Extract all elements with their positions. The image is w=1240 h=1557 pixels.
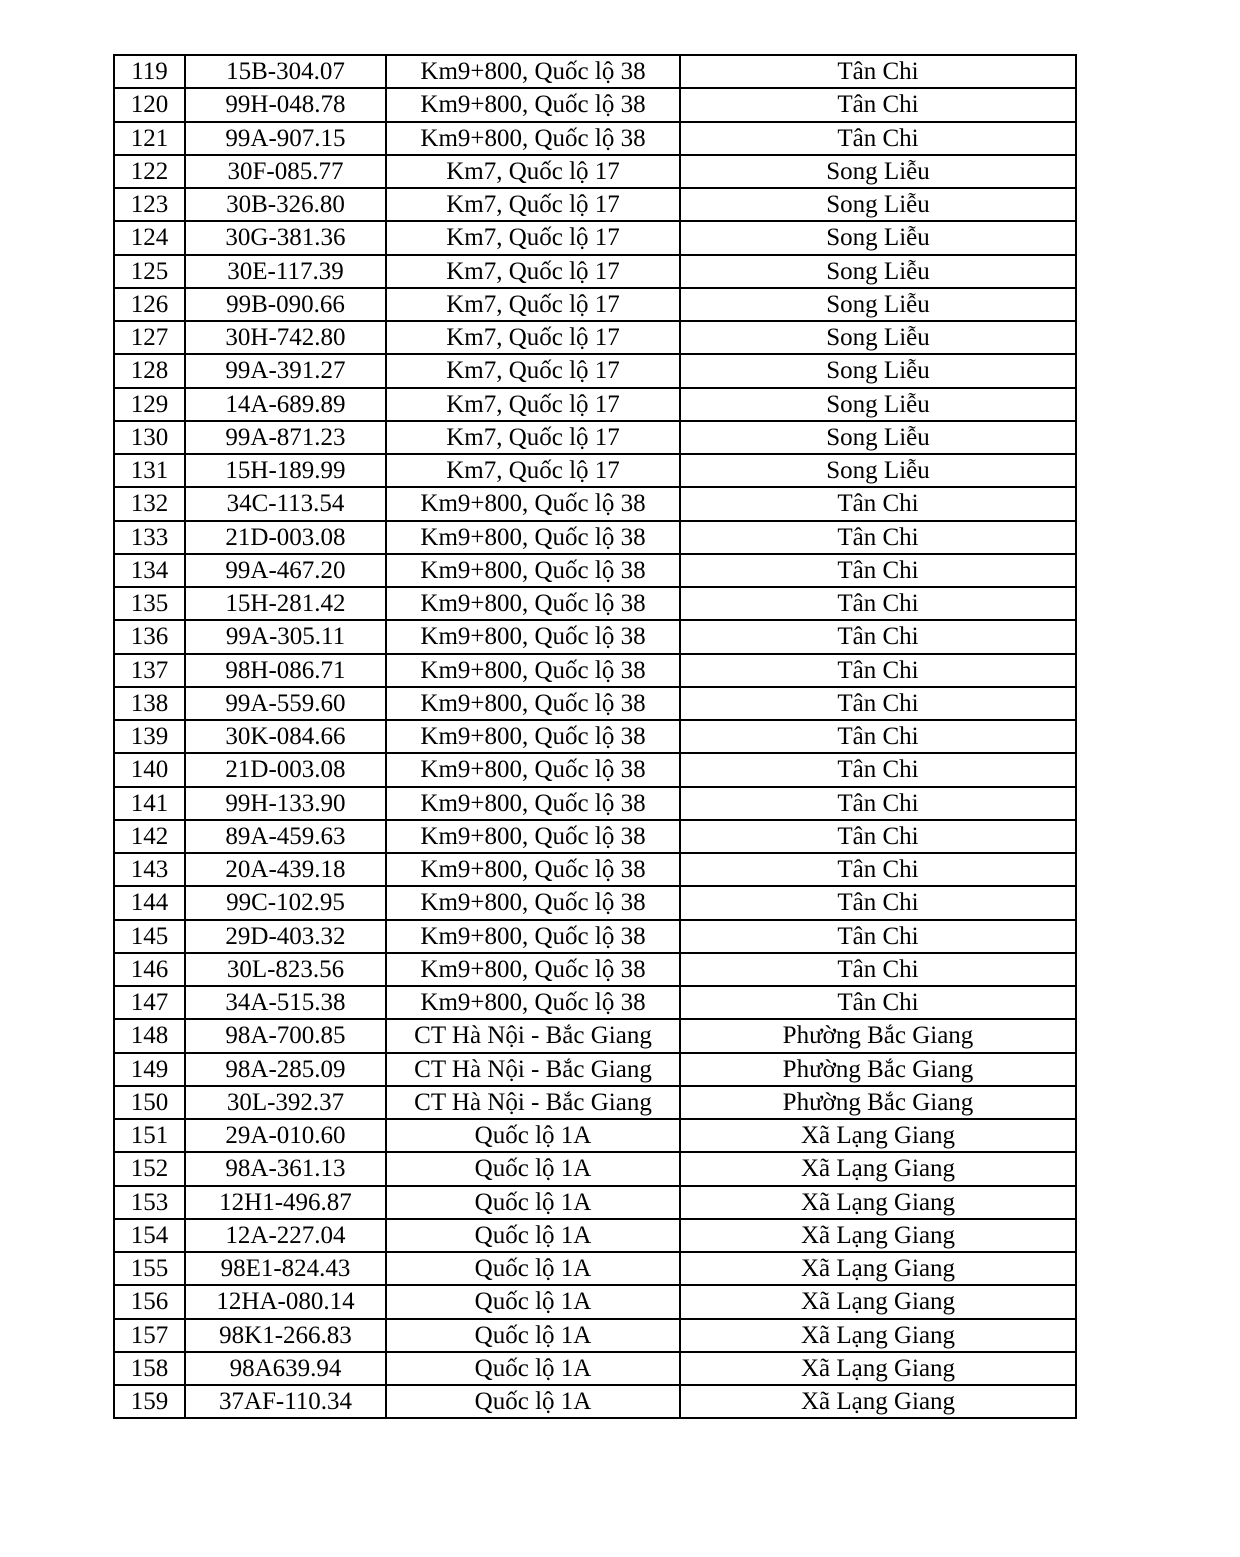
table-row bbox=[114, 886, 1076, 919]
license-plate-cell: 12HA-080.14 bbox=[185, 1285, 386, 1318]
locality-cell: Xã Lạng Giang bbox=[680, 1352, 1076, 1385]
license-plate-cell: 98K1-266.83 bbox=[185, 1319, 386, 1352]
locality-cell: Song Liễu bbox=[680, 188, 1076, 221]
table-row bbox=[114, 354, 1076, 387]
row-number-cell: 155 bbox=[114, 1252, 185, 1285]
table-row bbox=[114, 587, 1076, 620]
locality-cell: Song Liễu bbox=[680, 354, 1076, 387]
violations-table bbox=[113, 54, 1077, 1419]
license-plate-cell: 15B-304.07 bbox=[185, 55, 386, 88]
row-number-cell: 125 bbox=[114, 255, 185, 288]
table-row bbox=[114, 720, 1076, 753]
license-plate-cell: 99A-305.11 bbox=[185, 620, 386, 653]
locality-cell: Tân Chi bbox=[680, 886, 1076, 919]
row-number-cell: 133 bbox=[114, 521, 185, 554]
license-plate-cell: 99A-559.60 bbox=[185, 687, 386, 720]
table-row bbox=[114, 122, 1076, 155]
table-row bbox=[114, 1352, 1076, 1385]
table-row bbox=[114, 521, 1076, 554]
locality-cell: Xã Lạng Giang bbox=[680, 1186, 1076, 1219]
location-cell: CT Hà Nội - Bắc Giang bbox=[386, 1053, 680, 1086]
table-row bbox=[114, 1152, 1076, 1185]
row-number-cell: 141 bbox=[114, 787, 185, 820]
location-cell: Km7, Quốc lộ 17 bbox=[386, 421, 680, 454]
row-number-cell: 157 bbox=[114, 1319, 185, 1352]
license-plate-cell: 12H1-496.87 bbox=[185, 1186, 386, 1219]
locality-cell: Tân Chi bbox=[680, 620, 1076, 653]
table-row bbox=[114, 188, 1076, 221]
locality-cell: Song Liễu bbox=[680, 155, 1076, 188]
table-row bbox=[114, 986, 1076, 1019]
location-cell: Km9+800, Quốc lộ 38 bbox=[386, 620, 680, 653]
license-plate-cell: 99C-102.95 bbox=[185, 886, 386, 919]
row-number-cell: 146 bbox=[114, 953, 185, 986]
locality-cell: Tân Chi bbox=[680, 487, 1076, 520]
table-row bbox=[114, 620, 1076, 653]
row-number-cell: 156 bbox=[114, 1285, 185, 1318]
row-number-cell: 121 bbox=[114, 122, 185, 155]
location-cell: Km7, Quốc lộ 17 bbox=[386, 454, 680, 487]
row-number-cell: 128 bbox=[114, 354, 185, 387]
location-cell: Km9+800, Quốc lộ 38 bbox=[386, 687, 680, 720]
location-cell: Km9+800, Quốc lộ 38 bbox=[386, 953, 680, 986]
row-number-cell: 152 bbox=[114, 1152, 185, 1185]
locality-cell: Xã Lạng Giang bbox=[680, 1252, 1076, 1285]
row-number-cell: 124 bbox=[114, 221, 185, 254]
license-plate-cell: 99B-090.66 bbox=[185, 288, 386, 321]
location-cell: Quốc lộ 1A bbox=[386, 1252, 680, 1285]
license-plate-cell: 99H-048.78 bbox=[185, 88, 386, 121]
location-cell: CT Hà Nội - Bắc Giang bbox=[386, 1019, 680, 1052]
table-row bbox=[114, 687, 1076, 720]
row-number-cell: 142 bbox=[114, 820, 185, 853]
locality-cell: Tân Chi bbox=[680, 853, 1076, 886]
locality-cell: Xã Lạng Giang bbox=[680, 1119, 1076, 1152]
table-row bbox=[114, 953, 1076, 986]
license-plate-cell: 14A-689.89 bbox=[185, 388, 386, 421]
table-row bbox=[114, 1086, 1076, 1119]
license-plate-cell: 30L-823.56 bbox=[185, 953, 386, 986]
locality-cell: Song Liễu bbox=[680, 321, 1076, 354]
table-row bbox=[114, 321, 1076, 354]
table-row bbox=[114, 753, 1076, 786]
location-cell: Km9+800, Quốc lộ 38 bbox=[386, 886, 680, 919]
row-number-cell: 159 bbox=[114, 1385, 185, 1418]
row-number-cell: 147 bbox=[114, 986, 185, 1019]
row-number-cell: 129 bbox=[114, 388, 185, 421]
license-plate-cell: 34A-515.38 bbox=[185, 986, 386, 1019]
table-row bbox=[114, 454, 1076, 487]
locality-cell: Tân Chi bbox=[680, 554, 1076, 587]
table-row bbox=[114, 388, 1076, 421]
license-plate-cell: 20A-439.18 bbox=[185, 853, 386, 886]
row-number-cell: 154 bbox=[114, 1219, 185, 1252]
table-row bbox=[114, 820, 1076, 853]
location-cell: Km9+800, Quốc lộ 38 bbox=[386, 487, 680, 520]
license-plate-cell: 99A-871.23 bbox=[185, 421, 386, 454]
license-plate-cell: 21D-003.08 bbox=[185, 521, 386, 554]
location-cell: Km9+800, Quốc lộ 38 bbox=[386, 753, 680, 786]
license-plate-cell: 30H-742.80 bbox=[185, 321, 386, 354]
location-cell: Km7, Quốc lộ 17 bbox=[386, 321, 680, 354]
license-plate-cell: 29A-010.60 bbox=[185, 1119, 386, 1152]
table-row bbox=[114, 1285, 1076, 1318]
table-body bbox=[114, 55, 1076, 1418]
license-plate-cell: 99H-133.90 bbox=[185, 787, 386, 820]
row-number-cell: 135 bbox=[114, 587, 185, 620]
license-plate-cell: 89A-459.63 bbox=[185, 820, 386, 853]
table-row bbox=[114, 221, 1076, 254]
table-row bbox=[114, 853, 1076, 886]
locality-cell: Xã Lạng Giang bbox=[680, 1319, 1076, 1352]
locality-cell: Tân Chi bbox=[680, 953, 1076, 986]
locality-cell: Tân Chi bbox=[680, 521, 1076, 554]
license-plate-cell: 30L-392.37 bbox=[185, 1086, 386, 1119]
license-plate-cell: 98E1-824.43 bbox=[185, 1252, 386, 1285]
table-row bbox=[114, 421, 1076, 454]
row-number-cell: 127 bbox=[114, 321, 185, 354]
license-plate-cell: 30B-326.80 bbox=[185, 188, 386, 221]
location-cell: Quốc lộ 1A bbox=[386, 1352, 680, 1385]
location-cell: CT Hà Nội - Bắc Giang bbox=[386, 1086, 680, 1119]
row-number-cell: 139 bbox=[114, 720, 185, 753]
location-cell: Km7, Quốc lộ 17 bbox=[386, 255, 680, 288]
row-number-cell: 143 bbox=[114, 853, 185, 886]
location-cell: Quốc lộ 1A bbox=[386, 1119, 680, 1152]
location-cell: Km9+800, Quốc lộ 38 bbox=[386, 122, 680, 155]
license-plate-cell: 99A-467.20 bbox=[185, 554, 386, 587]
locality-cell: Tân Chi bbox=[680, 55, 1076, 88]
row-number-cell: 158 bbox=[114, 1352, 185, 1385]
row-number-cell: 136 bbox=[114, 620, 185, 653]
location-cell: Km9+800, Quốc lộ 38 bbox=[386, 554, 680, 587]
locality-cell: Xã Lạng Giang bbox=[680, 1219, 1076, 1252]
location-cell: Quốc lộ 1A bbox=[386, 1285, 680, 1318]
row-number-cell: 138 bbox=[114, 687, 185, 720]
location-cell: Km9+800, Quốc lộ 38 bbox=[386, 986, 680, 1019]
table-row bbox=[114, 255, 1076, 288]
row-number-cell: 145 bbox=[114, 920, 185, 953]
location-cell: Km9+800, Quốc lộ 38 bbox=[386, 720, 680, 753]
location-cell: Km7, Quốc lộ 17 bbox=[386, 354, 680, 387]
license-plate-cell: 30E-117.39 bbox=[185, 255, 386, 288]
table-row bbox=[114, 155, 1076, 188]
locality-cell: Tân Chi bbox=[680, 820, 1076, 853]
row-number-cell: 153 bbox=[114, 1186, 185, 1219]
locality-cell: Xã Lạng Giang bbox=[680, 1152, 1076, 1185]
license-plate-cell: 37AF-110.34 bbox=[185, 1385, 386, 1418]
locality-cell: Phường Bắc Giang bbox=[680, 1086, 1076, 1119]
table-row bbox=[114, 1319, 1076, 1352]
table-row bbox=[114, 1053, 1076, 1086]
locality-cell: Song Liễu bbox=[680, 454, 1076, 487]
locality-cell: Song Liễu bbox=[680, 288, 1076, 321]
location-cell: Quốc lộ 1A bbox=[386, 1152, 680, 1185]
table-row bbox=[114, 1252, 1076, 1285]
locality-cell: Tân Chi bbox=[680, 122, 1076, 155]
location-cell: Km9+800, Quốc lộ 38 bbox=[386, 853, 680, 886]
locality-cell: Song Liễu bbox=[680, 255, 1076, 288]
row-number-cell: 137 bbox=[114, 654, 185, 687]
license-plate-cell: 29D-403.32 bbox=[185, 920, 386, 953]
license-plate-cell: 98A-361.13 bbox=[185, 1152, 386, 1185]
location-cell: Km9+800, Quốc lộ 38 bbox=[386, 88, 680, 121]
table-row bbox=[114, 288, 1076, 321]
location-cell: Km9+800, Quốc lộ 38 bbox=[386, 55, 680, 88]
locality-cell: Song Liễu bbox=[680, 421, 1076, 454]
location-cell: Quốc lộ 1A bbox=[386, 1186, 680, 1219]
locality-cell: Tân Chi bbox=[680, 587, 1076, 620]
location-cell: Km7, Quốc lộ 17 bbox=[386, 221, 680, 254]
locality-cell: Xã Lạng Giang bbox=[680, 1285, 1076, 1318]
row-number-cell: 120 bbox=[114, 88, 185, 121]
license-plate-cell: 98A639.94 bbox=[185, 1352, 386, 1385]
locality-cell: Phường Bắc Giang bbox=[680, 1019, 1076, 1052]
location-cell: Km7, Quốc lộ 17 bbox=[386, 388, 680, 421]
location-cell: Km7, Quốc lộ 17 bbox=[386, 155, 680, 188]
location-cell: Km9+800, Quốc lộ 38 bbox=[386, 820, 680, 853]
locality-cell: Tân Chi bbox=[680, 720, 1076, 753]
table-row bbox=[114, 554, 1076, 587]
license-plate-cell: 99A-391.27 bbox=[185, 354, 386, 387]
license-plate-cell: 15H-189.99 bbox=[185, 454, 386, 487]
locality-cell: Tân Chi bbox=[680, 787, 1076, 820]
row-number-cell: 150 bbox=[114, 1086, 185, 1119]
location-cell: Quốc lộ 1A bbox=[386, 1385, 680, 1418]
location-cell: Km7, Quốc lộ 17 bbox=[386, 188, 680, 221]
locality-cell: Tân Chi bbox=[680, 654, 1076, 687]
row-number-cell: 140 bbox=[114, 753, 185, 786]
locality-cell: Tân Chi bbox=[680, 920, 1076, 953]
locality-cell: Tân Chi bbox=[680, 88, 1076, 121]
locality-cell: Phường Bắc Giang bbox=[680, 1053, 1076, 1086]
table-row bbox=[114, 1019, 1076, 1052]
location-cell: Km7, Quốc lộ 17 bbox=[386, 288, 680, 321]
row-number-cell: 148 bbox=[114, 1019, 185, 1052]
row-number-cell: 119 bbox=[114, 55, 185, 88]
row-number-cell: 144 bbox=[114, 886, 185, 919]
location-cell: Quốc lộ 1A bbox=[386, 1319, 680, 1352]
locality-cell: Xã Lạng Giang bbox=[680, 1385, 1076, 1418]
table-row bbox=[114, 1186, 1076, 1219]
row-number-cell: 123 bbox=[114, 188, 185, 221]
locality-cell: Song Liễu bbox=[680, 221, 1076, 254]
license-plate-cell: 98A-285.09 bbox=[185, 1053, 386, 1086]
table-row bbox=[114, 654, 1076, 687]
location-cell: Km9+800, Quốc lộ 38 bbox=[386, 654, 680, 687]
location-cell: Km9+800, Quốc lộ 38 bbox=[386, 787, 680, 820]
license-plate-cell: 15H-281.42 bbox=[185, 587, 386, 620]
license-plate-cell: 30G-381.36 bbox=[185, 221, 386, 254]
table-row bbox=[114, 88, 1076, 121]
license-plate-cell: 98A-700.85 bbox=[185, 1019, 386, 1052]
license-plate-cell: 34C-113.54 bbox=[185, 487, 386, 520]
license-plate-cell: 30K-084.66 bbox=[185, 720, 386, 753]
row-number-cell: 126 bbox=[114, 288, 185, 321]
location-cell: Quốc lộ 1A bbox=[386, 1219, 680, 1252]
license-plate-cell: 30F-085.77 bbox=[185, 155, 386, 188]
license-plate-cell: 12A-227.04 bbox=[185, 1219, 386, 1252]
table-row bbox=[114, 487, 1076, 520]
table-row bbox=[114, 55, 1076, 88]
row-number-cell: 151 bbox=[114, 1119, 185, 1152]
table-row bbox=[114, 1219, 1076, 1252]
locality-cell: Song Liễu bbox=[680, 388, 1076, 421]
table-row bbox=[114, 1119, 1076, 1152]
row-number-cell: 134 bbox=[114, 554, 185, 587]
license-plate-cell: 98H-086.71 bbox=[185, 654, 386, 687]
location-cell: Km9+800, Quốc lộ 38 bbox=[386, 920, 680, 953]
locality-cell: Tân Chi bbox=[680, 687, 1076, 720]
row-number-cell: 132 bbox=[114, 487, 185, 520]
location-cell: Km9+800, Quốc lộ 38 bbox=[386, 521, 680, 554]
table-row bbox=[114, 1385, 1076, 1418]
table-row bbox=[114, 787, 1076, 820]
row-number-cell: 122 bbox=[114, 155, 185, 188]
row-number-cell: 131 bbox=[114, 454, 185, 487]
table-row bbox=[114, 920, 1076, 953]
row-number-cell: 149 bbox=[114, 1053, 185, 1086]
locality-cell: Tân Chi bbox=[680, 986, 1076, 1019]
locality-cell: Tân Chi bbox=[680, 753, 1076, 786]
license-plate-cell: 21D-003.08 bbox=[185, 753, 386, 786]
license-plate-cell: 99A-907.15 bbox=[185, 122, 386, 155]
row-number-cell: 130 bbox=[114, 421, 185, 454]
location-cell: Km9+800, Quốc lộ 38 bbox=[386, 587, 680, 620]
